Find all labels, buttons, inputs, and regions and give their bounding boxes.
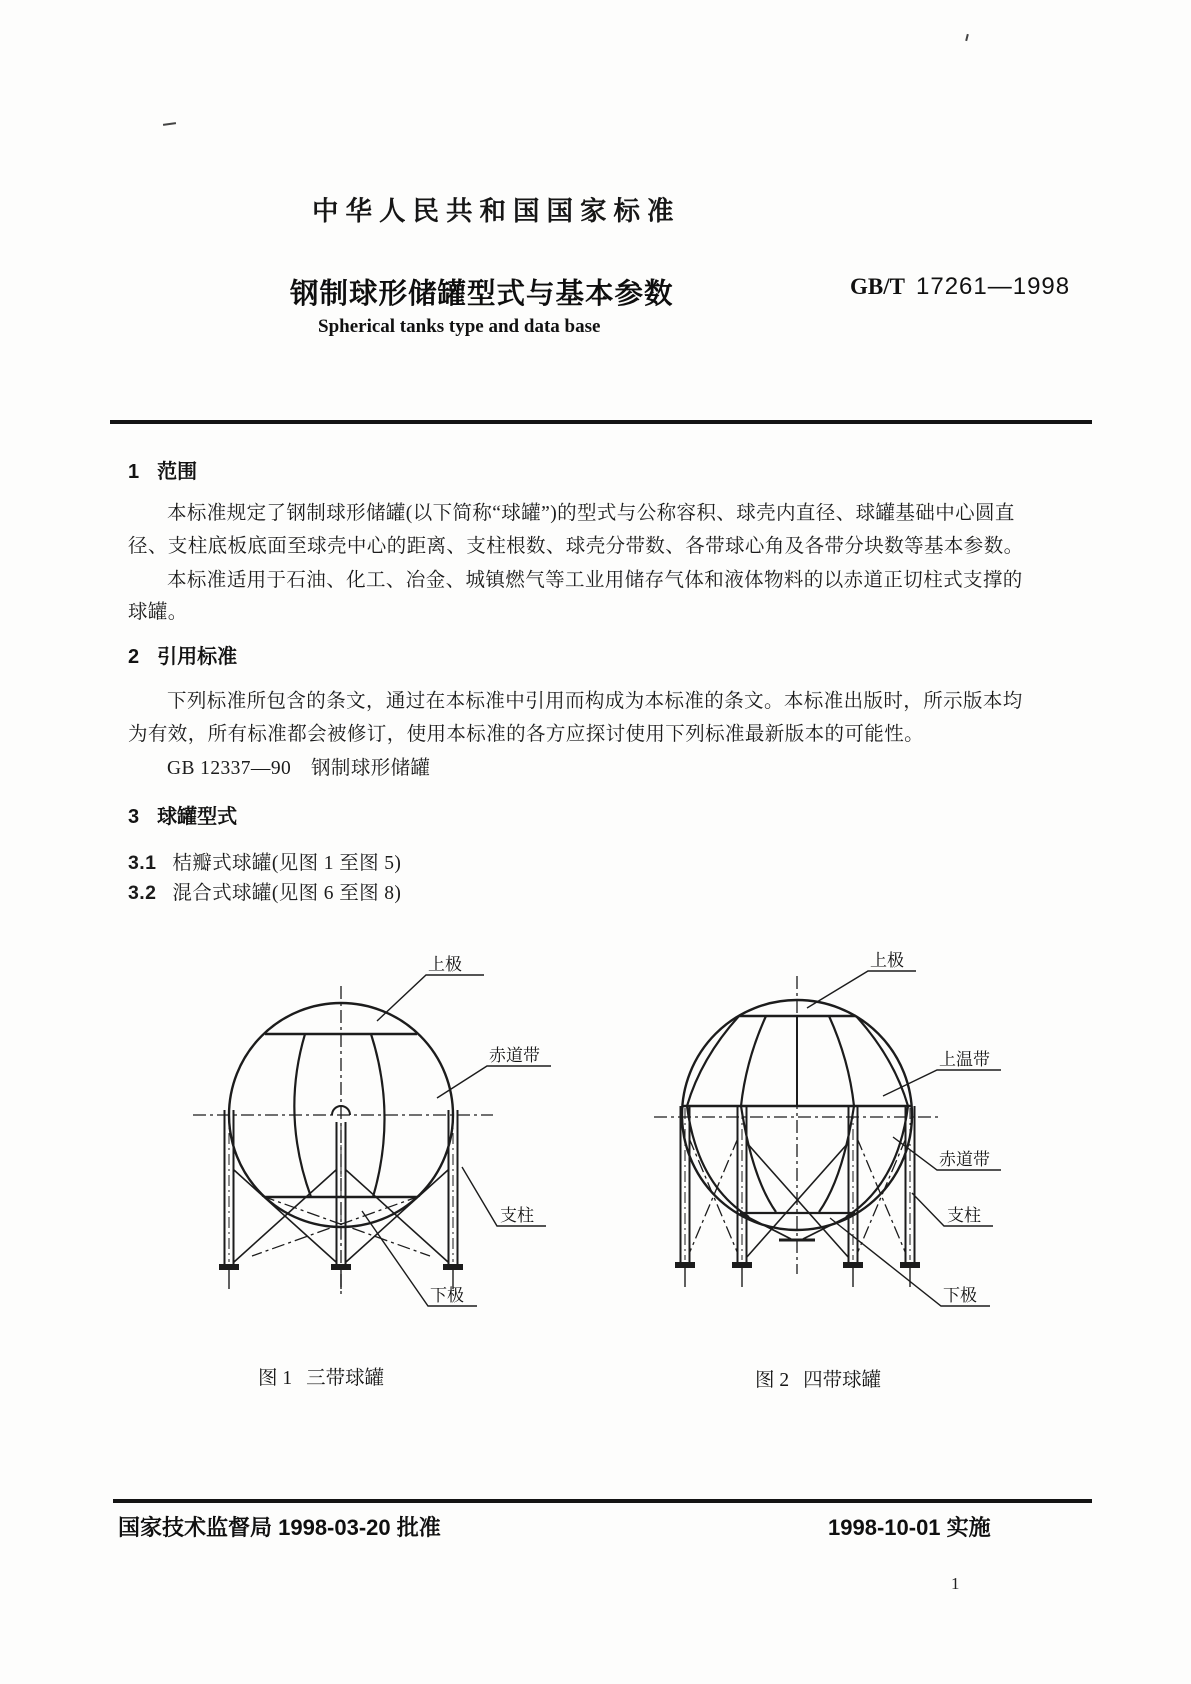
figure1-caption-number: 图 1: [258, 1368, 293, 1389]
standard-code-number: 17261—1998: [916, 273, 1071, 300]
fig1-support-columns: [225, 1110, 458, 1264]
page-number: 1: [951, 1574, 960, 1593]
body-line: 径、支柱底板底面至球壳中心的距离、支柱根数、球壳分带数、各带球心角及各带分块数等基本参数。: [128, 536, 1024, 557]
fig1-label-top-pole: 上极: [428, 955, 462, 974]
referenced-standard: GB 12337—90 钢制球形储罐: [167, 758, 431, 779]
clause-3-2: [128, 877, 401, 905]
scan-artifact-dash: [163, 122, 176, 126]
standard-code-prefix: GB/T: [850, 274, 905, 299]
page-title: 钢制球形储罐型式与基本参数: [290, 278, 674, 310]
fig1-top-pole-leader: [377, 975, 484, 1021]
section-1-number: 1: [128, 461, 140, 483]
section-2-heading: [128, 640, 237, 669]
clause-3-1: [128, 847, 401, 875]
fig2-label-bottom-pole: 下极: [943, 1286, 977, 1305]
footer-rule: [113, 1499, 1092, 1503]
clause-3-1-text: 桔瓣式球罐(见图 1 至图 5): [172, 853, 402, 874]
fig1-label-equator-band: 赤道带: [489, 1046, 540, 1065]
section-3-number: 3: [128, 806, 140, 828]
fig1-equator-band-leader: [437, 1066, 551, 1098]
national-standard-heading: 中华人民共和国国家标准: [312, 196, 681, 226]
fig2-label-column: 支柱: [947, 1206, 981, 1225]
section-2-title: 引用标准: [157, 646, 238, 668]
section-2-number: 2: [128, 646, 140, 668]
fig2-label-equator-band: 赤道带: [939, 1150, 990, 1169]
body-line: 球罐。: [128, 602, 188, 623]
figures-drawing: [140, 930, 1050, 1330]
figure2-caption: [755, 1364, 881, 1392]
header-rule: [110, 420, 1092, 424]
figure1-caption: [258, 1362, 384, 1390]
fig2-label-top-pole: 上极: [870, 951, 904, 970]
fig1-label-bottom-pole: 下极: [430, 1286, 464, 1305]
body-line: 本标准适用于石油、化工、冶金、城镇燃气等工业用储存气体和液体物料的以赤道正切柱式支撑的: [167, 570, 1023, 591]
figure2-caption-number: 图 2: [755, 1370, 790, 1391]
body-line: 本标准规定了钢制球形储罐(以下简称“球罐”)的型式与公称容积、球壳内直径、球罐基础中心圆直: [167, 503, 1015, 524]
scan-artifact-tick: [965, 34, 969, 41]
section-3-title: 球罐型式: [157, 806, 238, 828]
figure2-four-band-tank-drawing: [654, 951, 1001, 1306]
fig1-label-column: 支柱: [500, 1206, 534, 1225]
figure1-caption-text: 三带球罐: [306, 1368, 385, 1389]
body-line: 下列标准所包含的条文，通过在本标准中引用而构成为本标准的条文。本标准出版时，所示版本均: [167, 691, 1023, 712]
clause-3-2-text: 混合式球罐(见图 6 至图 8): [172, 883, 402, 904]
fig1-base-plates: [219, 1264, 463, 1270]
clause-3-1-number: 3.1: [128, 852, 157, 874]
section-1-title: 范围: [157, 461, 198, 483]
section-3-heading: [128, 800, 237, 829]
clause-3-2-number: 3.2: [128, 882, 157, 904]
approval-statement: 国家技术监督局 1998-03-20 批准: [118, 1515, 441, 1540]
fig2-label-upper-temperate-band: 上温带: [939, 1050, 990, 1069]
body-line: 为有效，所有标准都会被修订，使用本标准的各方应探讨使用下列标准最新版本的可能性。: [128, 724, 925, 745]
implementation-statement: 1998-10-01 实施: [828, 1515, 991, 1540]
figure1-three-band-tank-drawing: [193, 955, 551, 1306]
section-1-heading: [128, 455, 197, 484]
figure2-caption-text: 四带球罐: [803, 1370, 882, 1391]
english-title: Spherical tanks type and data base: [318, 316, 601, 337]
